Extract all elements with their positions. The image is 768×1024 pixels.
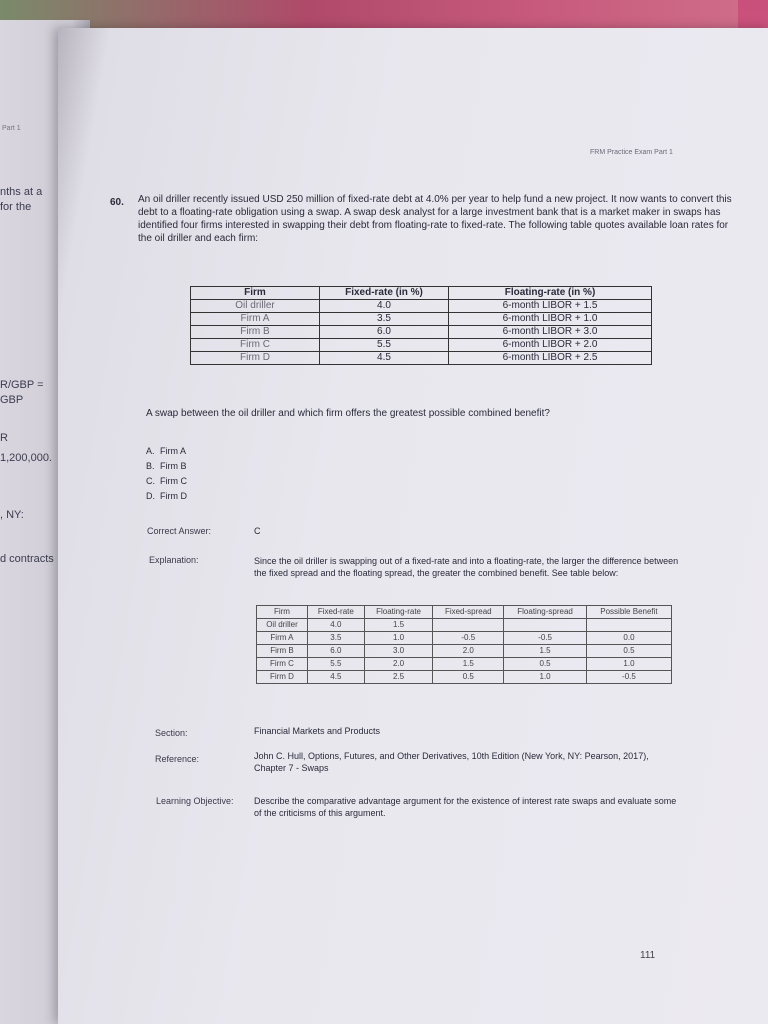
table-cell: 0.0 bbox=[586, 632, 671, 645]
table-header: Possible Benefit bbox=[586, 606, 671, 619]
table-header: Fixed-spread bbox=[433, 606, 504, 619]
table-cell: 5.5 bbox=[307, 658, 364, 671]
section-value: Financial Markets and Products bbox=[254, 726, 381, 736]
table-cell: 4.0 bbox=[307, 619, 364, 632]
table-cell: Firm D bbox=[191, 352, 320, 365]
table-header: Fixed-rate (in %) bbox=[320, 287, 449, 300]
choice-c: C. Firm C bbox=[146, 476, 187, 486]
left-fragment: nths at a bbox=[0, 186, 43, 198]
table-cell: 0.5 bbox=[433, 671, 504, 684]
table-cell: Firm D bbox=[257, 671, 308, 684]
table-cell: 3.0 bbox=[364, 645, 433, 658]
left-page-part-label: Part 1 bbox=[2, 125, 21, 132]
question-number: 60. bbox=[110, 197, 124, 208]
table-cell: 3.5 bbox=[320, 313, 449, 326]
table-cell: 6.0 bbox=[320, 326, 449, 339]
table-cell: 2.0 bbox=[364, 658, 433, 671]
table-cell bbox=[433, 619, 504, 632]
table-header: Firm bbox=[191, 287, 320, 300]
left-fragment: R bbox=[0, 432, 8, 444]
table-cell: 4.5 bbox=[320, 352, 449, 365]
table-row bbox=[257, 645, 672, 658]
table-cell: 6-month LIBOR + 2.5 bbox=[449, 352, 652, 365]
table-cell: 4.5 bbox=[307, 671, 364, 684]
table-row bbox=[191, 352, 652, 365]
table-cell: Firm A bbox=[257, 632, 308, 645]
explanation-text: Since the oil driller is swapping out of a fixed-rate and into a floating-rate, the larger the difference between the fixed spread and the floating spread, the greater the combined benefit. See table below: bbox=[254, 556, 679, 578]
table-cell: Firm A bbox=[191, 313, 320, 326]
table-cell: Oil driller bbox=[191, 300, 320, 313]
left-fragment: GBP bbox=[0, 394, 24, 406]
table-cell: Oil driller bbox=[257, 619, 308, 632]
question-text: An oil driller recently issued USD 250 million of fixed-rate debt at 4.0% per year to help fund a new project. It now wants to convert this debt to a floating-rate obligation using a swap. A swap desk analyst for a large investment bank that is a market maker in swaps has identified four firms interested in swapping their debt from floating-rate to fixed-rate. The following table quotes available loan rates for the oil driller and each firm: bbox=[138, 194, 732, 244]
reference-label: Reference: bbox=[155, 754, 200, 764]
table-cell: 4.0 bbox=[320, 300, 449, 313]
table-cell: 1.5 bbox=[504, 645, 587, 658]
table-cell: Firm C bbox=[257, 658, 308, 671]
rates-table bbox=[190, 286, 652, 365]
table-cell: Firm C bbox=[191, 339, 320, 352]
page-header: FRM Practice Exam Part 1 bbox=[590, 149, 673, 156]
table-cell bbox=[504, 619, 587, 632]
table-cell: 6-month LIBOR + 3.0 bbox=[449, 326, 652, 339]
choice-d: D. Firm D bbox=[146, 491, 187, 501]
table-header: Floating-rate bbox=[364, 606, 433, 619]
table-header: Floating-spread bbox=[504, 606, 587, 619]
table-cell: 1.5 bbox=[364, 619, 433, 632]
left-fragment: d contracts bbox=[0, 553, 54, 565]
table-cell: 2.0 bbox=[433, 645, 504, 658]
table-cell: 1.0 bbox=[364, 632, 433, 645]
table-row bbox=[191, 313, 652, 326]
left-fragment: for the bbox=[0, 201, 32, 213]
reference-value: John C. Hull, Options, Futures, and Other Derivatives, 10th Edition (New York, NY: Pearson, 2017), Chapter 7 - Swaps bbox=[254, 751, 649, 773]
left-fragment: R/GBP = bbox=[0, 379, 44, 391]
table-cell: 1.5 bbox=[433, 658, 504, 671]
table-cell: 6-month LIBOR + 1.0 bbox=[449, 313, 652, 326]
correct-answer-label: Correct Answer: bbox=[147, 526, 212, 536]
choice-b: B. Firm B bbox=[146, 461, 187, 471]
table-cell: 2.5 bbox=[364, 671, 433, 684]
table-cell: 3.5 bbox=[307, 632, 364, 645]
table-row bbox=[257, 658, 672, 671]
table-cell: 1.0 bbox=[586, 658, 671, 671]
table-row bbox=[257, 632, 672, 645]
table-cell: -0.5 bbox=[504, 632, 587, 645]
table-cell bbox=[586, 619, 671, 632]
table-cell: -0.5 bbox=[433, 632, 504, 645]
right-page bbox=[58, 28, 768, 1024]
table-cell: 6.0 bbox=[307, 645, 364, 658]
learning-objective-value: Describe the comparative advantage argument for the existence of interest rate swaps and evaluate some of the criticisms of this argument. bbox=[254, 796, 677, 818]
table-cell: Firm B bbox=[257, 645, 308, 658]
table-header-row bbox=[257, 606, 672, 619]
table-row bbox=[191, 300, 652, 313]
choice-a: A. Firm A bbox=[146, 446, 186, 456]
table-header: Floating-rate (in %) bbox=[449, 287, 652, 300]
table-header: Firm bbox=[257, 606, 308, 619]
learning-objective-label: Learning Objective: bbox=[156, 796, 234, 806]
left-fragment: , NY: bbox=[0, 509, 24, 521]
table-cell: 1.0 bbox=[504, 671, 587, 684]
question-prompt: A swap between the oil driller and which firm offers the greatest possible combined benefit? bbox=[146, 408, 550, 419]
table-cell: 6-month LIBOR + 1.5 bbox=[449, 300, 652, 313]
table-cell: -0.5 bbox=[586, 671, 671, 684]
table-header: Fixed-rate bbox=[307, 606, 364, 619]
table-row bbox=[191, 326, 652, 339]
table-row bbox=[257, 619, 672, 632]
table-cell: 5.5 bbox=[320, 339, 449, 352]
table-cell: Firm B bbox=[191, 326, 320, 339]
table-row bbox=[191, 339, 652, 352]
table-cell: 0.5 bbox=[586, 645, 671, 658]
section-label: Section: bbox=[155, 728, 188, 738]
correct-answer-value: C bbox=[254, 526, 261, 536]
benefit-table bbox=[256, 605, 672, 684]
table-row bbox=[257, 671, 672, 684]
table-cell: 0.5 bbox=[504, 658, 587, 671]
left-fragment: 1,200,000. bbox=[0, 452, 52, 464]
explanation-label: Explanation: bbox=[149, 555, 199, 565]
answer-choices bbox=[146, 444, 187, 504]
page-number: 111 bbox=[640, 950, 656, 961]
table-header-row bbox=[191, 287, 652, 300]
table-cell: 6-month LIBOR + 2.0 bbox=[449, 339, 652, 352]
